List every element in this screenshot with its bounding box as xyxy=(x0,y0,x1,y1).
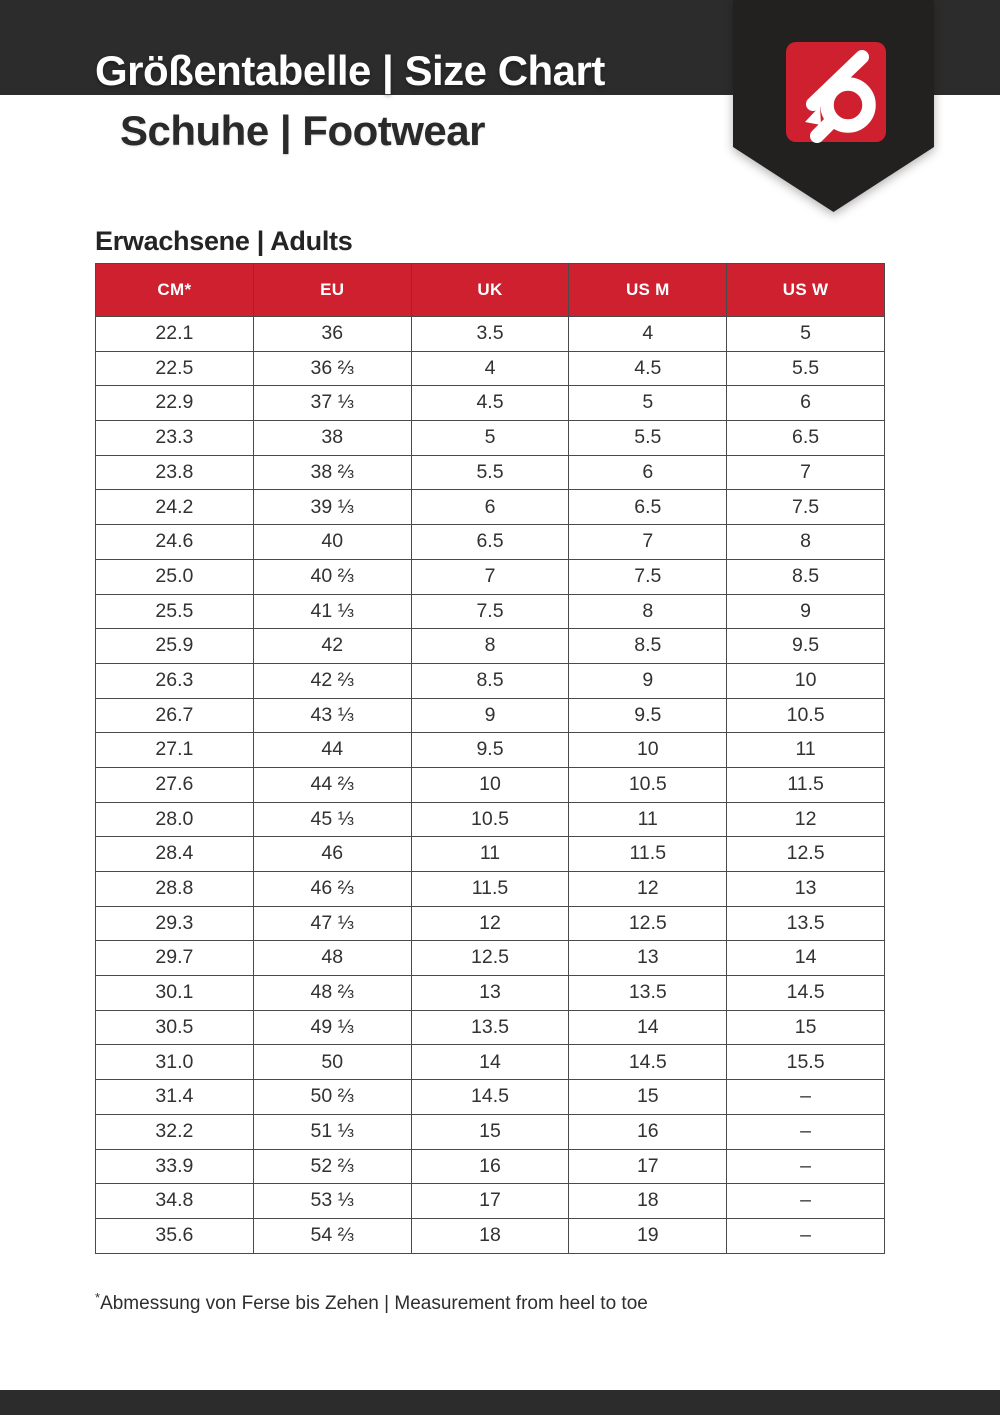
table-cell: 5 xyxy=(727,317,885,352)
table-row xyxy=(96,317,885,352)
table-cell: 14.5 xyxy=(569,1045,727,1080)
table-cell: 6.5 xyxy=(727,421,885,456)
table-row xyxy=(96,976,885,1011)
table-cell: 6 xyxy=(727,386,885,421)
table-row xyxy=(96,872,885,907)
table-cell: 12.5 xyxy=(727,837,885,872)
table-cell: 36 ⅔ xyxy=(253,351,411,386)
table-cell: 15.5 xyxy=(727,1045,885,1080)
table-cell: 13.5 xyxy=(727,906,885,941)
table-cell: 7 xyxy=(569,525,727,560)
table-row xyxy=(96,1114,885,1149)
table-cell: 24.2 xyxy=(96,490,254,525)
table-cell: 38 ⅔ xyxy=(253,455,411,490)
table-row xyxy=(96,733,885,768)
table-row xyxy=(96,1045,885,1080)
table-cell: 30.1 xyxy=(96,976,254,1011)
table-cell: 47 ⅓ xyxy=(253,906,411,941)
table-cell: 7.5 xyxy=(411,594,569,629)
table-cell: 31.4 xyxy=(96,1080,254,1115)
table-cell: 46 ⅔ xyxy=(253,872,411,907)
table-cell: 54 ⅔ xyxy=(253,1218,411,1253)
footnote-text: Abmessung von Ferse bis Zehen | Measurement from heel to toe xyxy=(100,1293,648,1314)
table-cell: 13.5 xyxy=(569,976,727,1011)
table-cell: 14.5 xyxy=(411,1080,569,1115)
table-row xyxy=(96,941,885,976)
table-row xyxy=(96,698,885,733)
table-cell: 10.5 xyxy=(727,698,885,733)
table-cell: 44 ⅔ xyxy=(253,767,411,802)
table-cell: 11.5 xyxy=(727,767,885,802)
table-cell: 26.7 xyxy=(96,698,254,733)
table-cell: 22.9 xyxy=(96,386,254,421)
table-cell: 35.6 xyxy=(96,1218,254,1253)
table-cell: 39 ⅓ xyxy=(253,490,411,525)
table-cell: 18 xyxy=(411,1218,569,1253)
table-cell: 37 ⅓ xyxy=(253,386,411,421)
table-cell: 9 xyxy=(569,663,727,698)
table-cell: 29.7 xyxy=(96,941,254,976)
table-cell: 18 xyxy=(569,1184,727,1219)
table-cell: – xyxy=(727,1184,885,1219)
column-header-uk: UK xyxy=(411,264,569,317)
table-cell: 23.3 xyxy=(96,421,254,456)
table-cell: 40 xyxy=(253,525,411,560)
table-cell: 11.5 xyxy=(569,837,727,872)
table-cell: 11 xyxy=(569,802,727,837)
table-cell: 25.5 xyxy=(96,594,254,629)
table-row xyxy=(96,802,885,837)
table-cell: 8 xyxy=(727,525,885,560)
table-cell: 4.5 xyxy=(411,386,569,421)
table-cell: 13.5 xyxy=(411,1010,569,1045)
table-cell: 4.5 xyxy=(569,351,727,386)
table-cell: 9.5 xyxy=(411,733,569,768)
section-heading: Erwachsene | Adults xyxy=(95,226,353,256)
table-cell: 13 xyxy=(411,976,569,1011)
table-row xyxy=(96,490,885,525)
table-cell: 29.3 xyxy=(96,906,254,941)
table-cell: 5.5 xyxy=(411,455,569,490)
page-subtitle: Schuhe | Footwear xyxy=(120,107,485,154)
table-cell: 8.5 xyxy=(727,559,885,594)
table-cell: 49 ⅓ xyxy=(253,1010,411,1045)
table-cell: 14 xyxy=(411,1045,569,1080)
table-cell: 16 xyxy=(569,1114,727,1149)
table-cell: 15 xyxy=(411,1114,569,1149)
table-cell: 12.5 xyxy=(569,906,727,941)
table-row xyxy=(96,837,885,872)
table-cell: 25.0 xyxy=(96,559,254,594)
table-row xyxy=(96,1149,885,1184)
table-cell: 8.5 xyxy=(569,629,727,664)
table-row xyxy=(96,386,885,421)
table-cell: 5 xyxy=(411,421,569,456)
size-table xyxy=(95,263,885,1254)
table-cell: 53 ⅓ xyxy=(253,1184,411,1219)
table-cell: 17 xyxy=(411,1184,569,1219)
table-cell: 25.9 xyxy=(96,629,254,664)
table-cell: 9.5 xyxy=(727,629,885,664)
table-cell: 42 ⅔ xyxy=(253,663,411,698)
table-cell: 14 xyxy=(569,1010,727,1045)
table-row xyxy=(96,351,885,386)
header-row xyxy=(96,264,885,317)
table-cell: 6 xyxy=(411,490,569,525)
table-cell: 34.8 xyxy=(96,1184,254,1219)
table-cell: 10 xyxy=(727,663,885,698)
table-cell: 6.5 xyxy=(569,490,727,525)
table-cell: 14.5 xyxy=(727,976,885,1011)
table-cell: 9.5 xyxy=(569,698,727,733)
table-cell: 10.5 xyxy=(411,802,569,837)
table-cell: – xyxy=(727,1218,885,1253)
table-cell: 30.5 xyxy=(96,1010,254,1045)
table-cell: 28.4 xyxy=(96,837,254,872)
table-cell: 26.3 xyxy=(96,663,254,698)
table-row xyxy=(96,767,885,802)
table-row xyxy=(96,421,885,456)
column-header-cm: CM* xyxy=(96,264,254,317)
table-cell: 33.9 xyxy=(96,1149,254,1184)
table-cell: 24.6 xyxy=(96,525,254,560)
table-cell: 4 xyxy=(569,317,727,352)
table-row xyxy=(96,663,885,698)
footnote-marker: * xyxy=(95,1290,101,1305)
table-cell: 5.5 xyxy=(569,421,727,456)
table-cell: 36 xyxy=(253,317,411,352)
table-cell: 5.5 xyxy=(727,351,885,386)
table-cell: 38 xyxy=(253,421,411,456)
table-cell: 50 ⅔ xyxy=(253,1080,411,1115)
table-cell: 7.5 xyxy=(727,490,885,525)
table-cell: 31.0 xyxy=(96,1045,254,1080)
table-cell: 8 xyxy=(569,594,727,629)
table-cell: 51 ⅓ xyxy=(253,1114,411,1149)
size-table-head xyxy=(96,264,885,317)
table-cell: 12 xyxy=(727,802,885,837)
table-cell: 32.2 xyxy=(96,1114,254,1149)
table-row xyxy=(96,559,885,594)
table-cell: 3.5 xyxy=(411,317,569,352)
table-cell: 15 xyxy=(569,1080,727,1115)
table-cell: 15 xyxy=(727,1010,885,1045)
table-row xyxy=(96,594,885,629)
table-cell: 43 ⅓ xyxy=(253,698,411,733)
table-cell: 22.1 xyxy=(96,317,254,352)
table-cell: 22.5 xyxy=(96,351,254,386)
table-cell: 13 xyxy=(727,872,885,907)
table-cell: 9 xyxy=(727,594,885,629)
table-cell: 48 ⅔ xyxy=(253,976,411,1011)
table-row xyxy=(96,1080,885,1115)
table-cell: 52 ⅔ xyxy=(253,1149,411,1184)
table-cell: 11 xyxy=(727,733,885,768)
table-cell: 16 xyxy=(411,1149,569,1184)
table-cell: 11 xyxy=(411,837,569,872)
table-cell: 4 xyxy=(411,351,569,386)
table-cell: 40 ⅔ xyxy=(253,559,411,594)
table-cell: 10 xyxy=(411,767,569,802)
table-row xyxy=(96,1010,885,1045)
five-ten-logo xyxy=(786,42,886,142)
column-header-us-m: US M xyxy=(569,264,727,317)
table-cell: 14 xyxy=(727,941,885,976)
table-cell: 42 xyxy=(253,629,411,664)
table-cell: 12 xyxy=(411,906,569,941)
table-row xyxy=(96,1218,885,1253)
table-cell: 28.8 xyxy=(96,872,254,907)
table-cell: 7 xyxy=(727,455,885,490)
table-cell: 13 xyxy=(569,941,727,976)
table-cell: 27.1 xyxy=(96,733,254,768)
table-cell: 46 xyxy=(253,837,411,872)
table-cell: 5 xyxy=(569,386,727,421)
footnote xyxy=(95,1290,648,1315)
column-header-eu: EU xyxy=(253,264,411,317)
bottom-footer-bar xyxy=(0,1390,1000,1415)
table-cell: 8 xyxy=(411,629,569,664)
page-title: Größentabelle | Size Chart xyxy=(95,47,605,94)
size-table-body xyxy=(96,317,885,1254)
table-row xyxy=(96,629,885,664)
table-cell: 12 xyxy=(569,872,727,907)
table-cell: 44 xyxy=(253,733,411,768)
table-row xyxy=(96,455,885,490)
table-cell: 6 xyxy=(569,455,727,490)
brand-ribbon xyxy=(733,0,934,212)
table-cell: 10.5 xyxy=(569,767,727,802)
table-cell: 9 xyxy=(411,698,569,733)
table-cell: – xyxy=(727,1114,885,1149)
table-cell: 17 xyxy=(569,1149,727,1184)
table-cell: 10 xyxy=(569,733,727,768)
table-cell: 7 xyxy=(411,559,569,594)
table-cell: 50 xyxy=(253,1045,411,1080)
table-cell: 41 ⅓ xyxy=(253,594,411,629)
table-row xyxy=(96,1184,885,1219)
table-cell: 45 ⅓ xyxy=(253,802,411,837)
table-cell: – xyxy=(727,1149,885,1184)
table-cell: 23.8 xyxy=(96,455,254,490)
table-row xyxy=(96,525,885,560)
table-cell: 7.5 xyxy=(569,559,727,594)
table-row xyxy=(96,906,885,941)
table-cell: 11.5 xyxy=(411,872,569,907)
table-cell: 8.5 xyxy=(411,663,569,698)
table-cell: – xyxy=(727,1080,885,1115)
column-header-us-w: US W xyxy=(727,264,885,317)
table-cell: 6.5 xyxy=(411,525,569,560)
table-cell: 19 xyxy=(569,1218,727,1253)
table-cell: 28.0 xyxy=(96,802,254,837)
table-cell: 27.6 xyxy=(96,767,254,802)
table-cell: 48 xyxy=(253,941,411,976)
table-cell: 12.5 xyxy=(411,941,569,976)
